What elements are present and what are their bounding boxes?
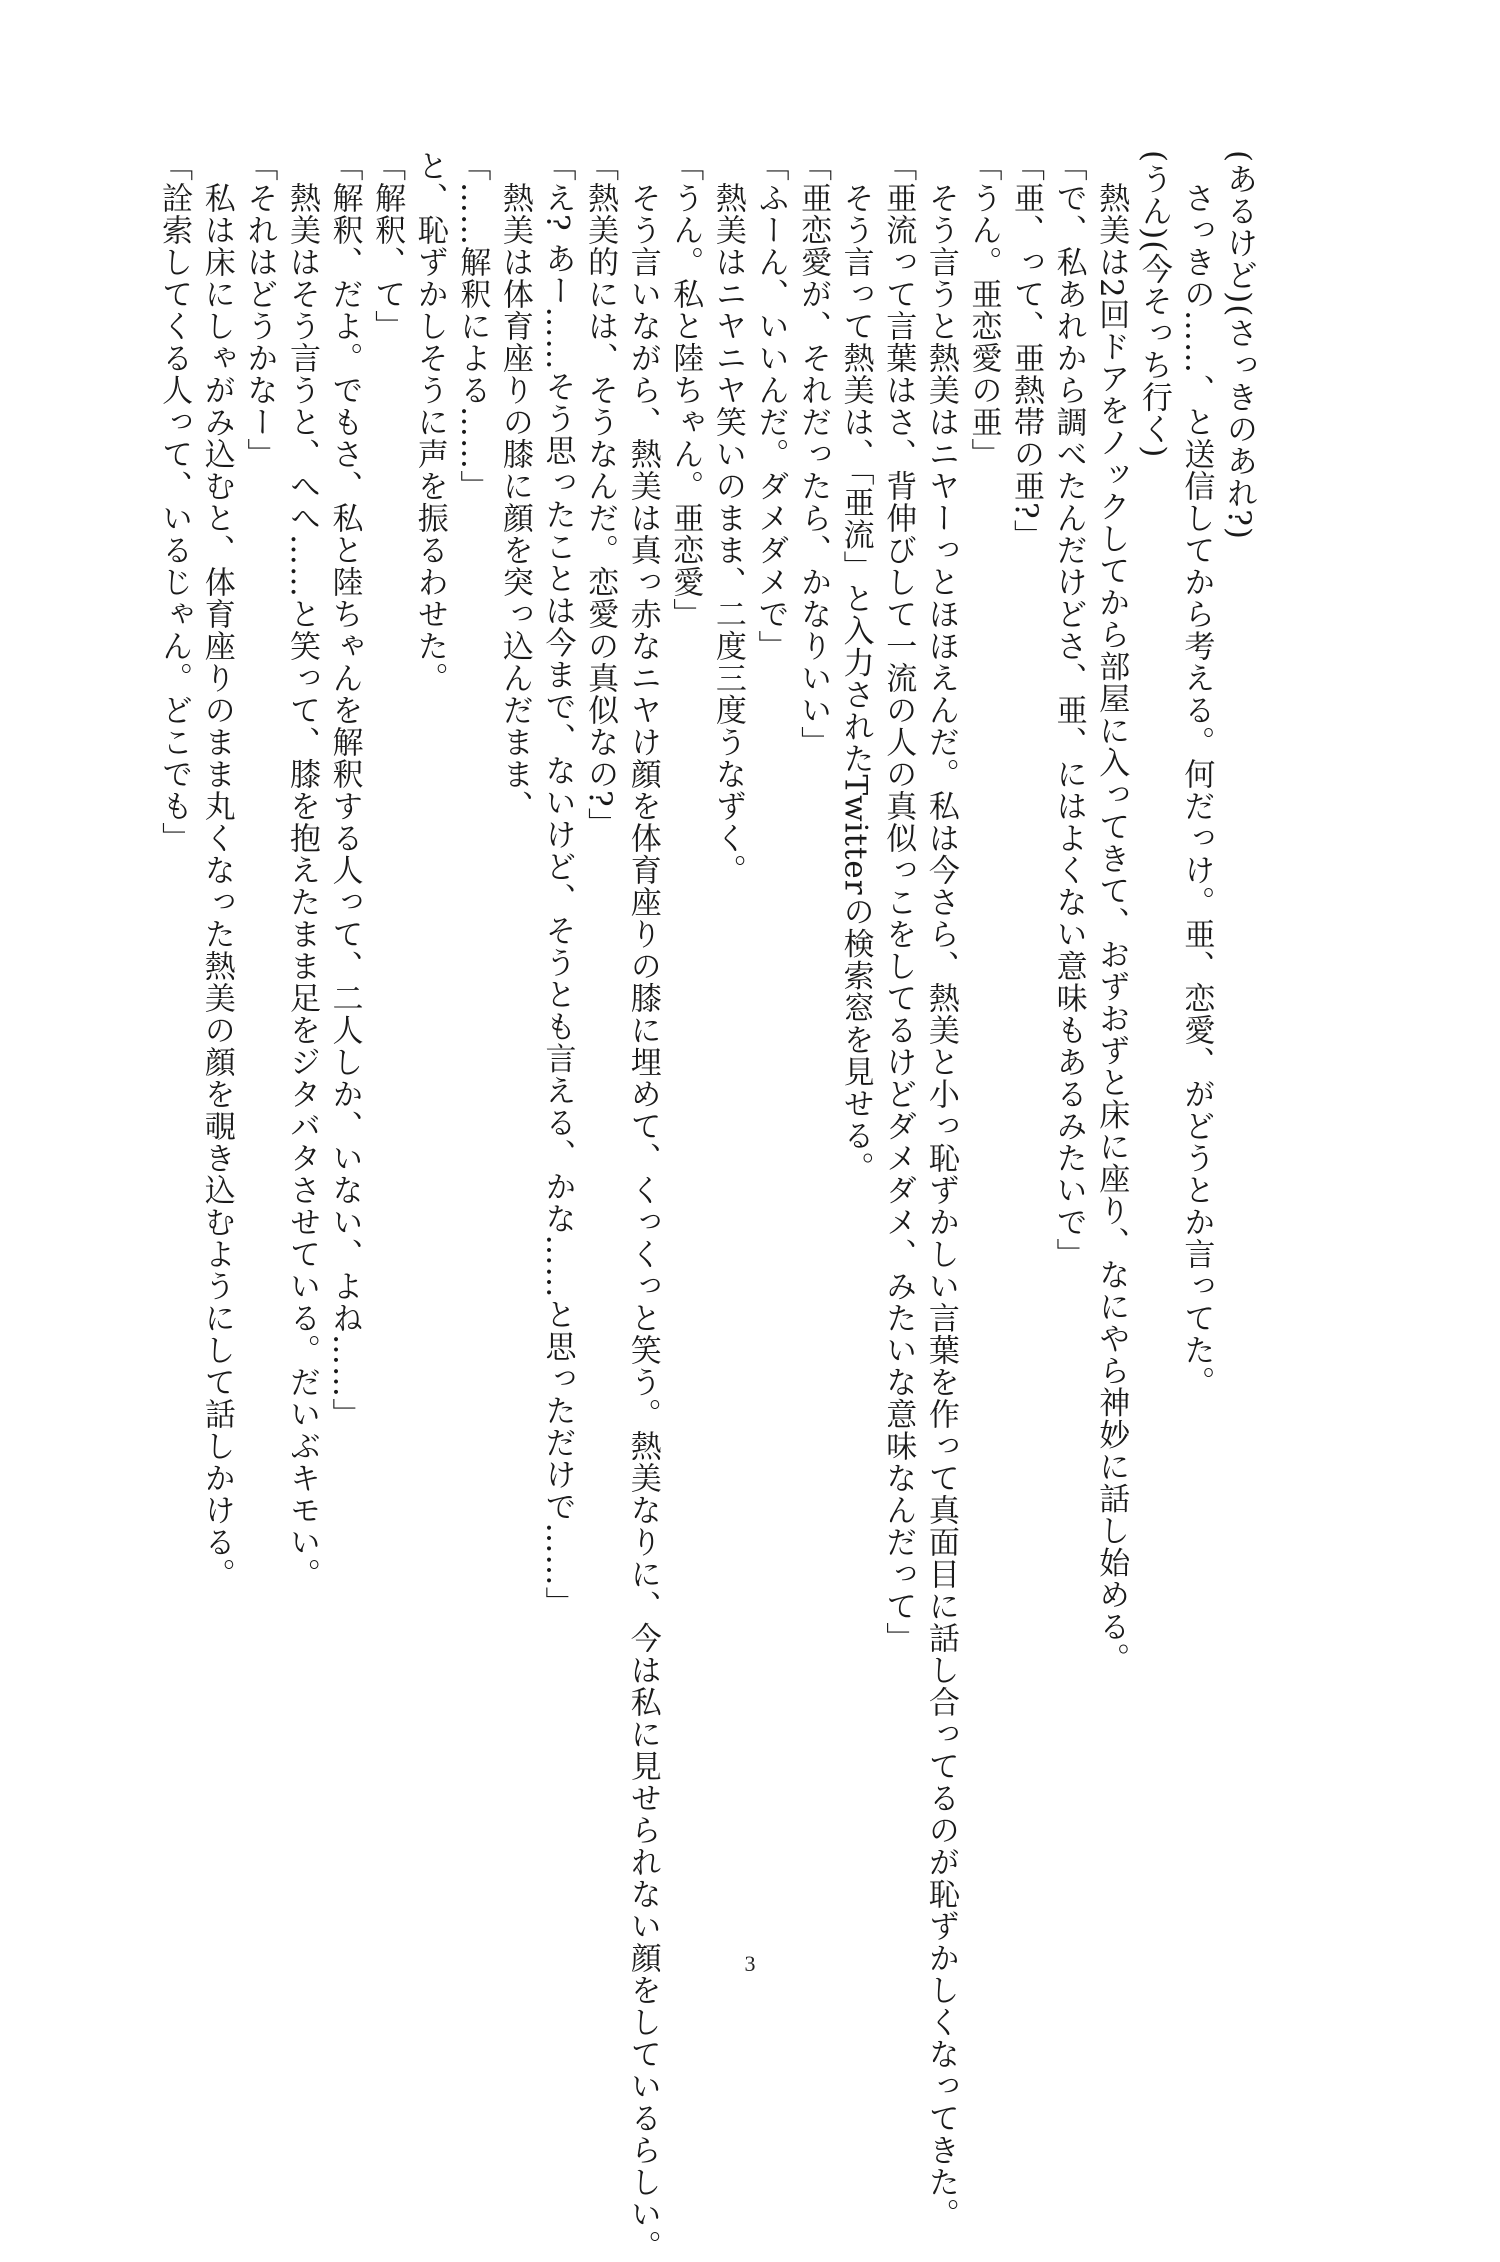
text-line: 「亜恋愛が、それだったら、かなりいい」 <box>795 150 832 758</box>
vertical-body-text <box>156 150 1260 2262</box>
text-line: 「解釈、だよ。でもさ、私と陸ちゃんを解釈する人って、二人しか、いない、よね……」 <box>326 150 363 1430</box>
text-line: 「熱美的には、そうなんだ。恋愛の真似なの?」 <box>582 150 619 840</box>
text-line: 「ふーん、いいんだ。ダメダメで」 <box>752 150 789 662</box>
text-line: 「詮索してくる人って、いるじゃん。どこでも」 <box>156 150 193 854</box>
text-line: そう言いながら、熱美は真っ赤なニヤけ顔を体育座りの膝に埋めて、くっくっと笑う。熱美なりに、今は私に見せられない顔をしているらしい。 <box>624 150 661 2262</box>
page-number: 3 <box>744 1951 756 1976</box>
text-line: 「解釈、て」 <box>369 150 406 342</box>
text-line: 熱美は2回ドアをノックしてから部屋に入ってきて、おずおずと床に座り、なにやら神妙に話し始める。 <box>1093 150 1130 1675</box>
text-line: と、恥ずかしそうに声を振るわせた。 <box>411 150 448 694</box>
text-line: 「亜流って言葉はさ、背伸びして一流の人の真似っこをしてるけどダメダメ、みたいな意味なんだって」 <box>880 150 917 1654</box>
text-line: 熱美はそう言うと、へへ……と笑って、膝を抱えたまま足をジタバタさせている。だいぶキモい。 <box>283 150 320 1590</box>
text-line: 「……解釈による……」 <box>454 150 491 502</box>
text-line: 「それはどうかなー」 <box>241 150 278 470</box>
text-line: 「え? あー……そう思ったことは今まで、ないけど、そうとも言える、かな……と思っただけで……」 <box>539 150 576 1619</box>
text-line: 「亜、って、亜熱帯の亜?」 <box>1008 150 1045 552</box>
text-line: 熱美は体育座りの膝に顔を突っ込んだまま、 <box>496 150 533 822</box>
text-line: さっきの……、と送信してから考える。何だっけ。亜、恋愛、がどうとか言ってた。 <box>1178 150 1215 1398</box>
text-line: 「うん。私と陸ちゃん。亜恋愛」 <box>667 150 704 630</box>
text-line: そう言って熱美は、「亜流」と入力されたTwitterの検索窓を見せる。 <box>837 150 874 1184</box>
text-line: そう言うと熱美はニヤーっとほほえんだ。私は今さら、熱美と小っ恥ずかしい言葉を作って真面目に話し合ってるのが恥ずかしくなってきた。 <box>922 150 959 2230</box>
text-line: 私は床にしゃがみ込むと、体育座りのまま丸くなった熱美の顔を覗き込むようにして話しかける。 <box>198 150 235 1590</box>
text-line: 「で、私あれから調べたんだけどさ、亜、にはよくない意味もあるみたいで」 <box>1050 150 1087 1270</box>
text-line: (うん)(今そっち行く) <box>1135 150 1172 459</box>
text-line: 熱美はニヤニヤ笑いのまま、二度三度うなずく。 <box>709 150 746 886</box>
text-line: (あるけど)(さっきのあれ?) <box>1221 150 1257 540</box>
text-line: 「うん。亜恋愛の亜」 <box>965 150 1002 470</box>
